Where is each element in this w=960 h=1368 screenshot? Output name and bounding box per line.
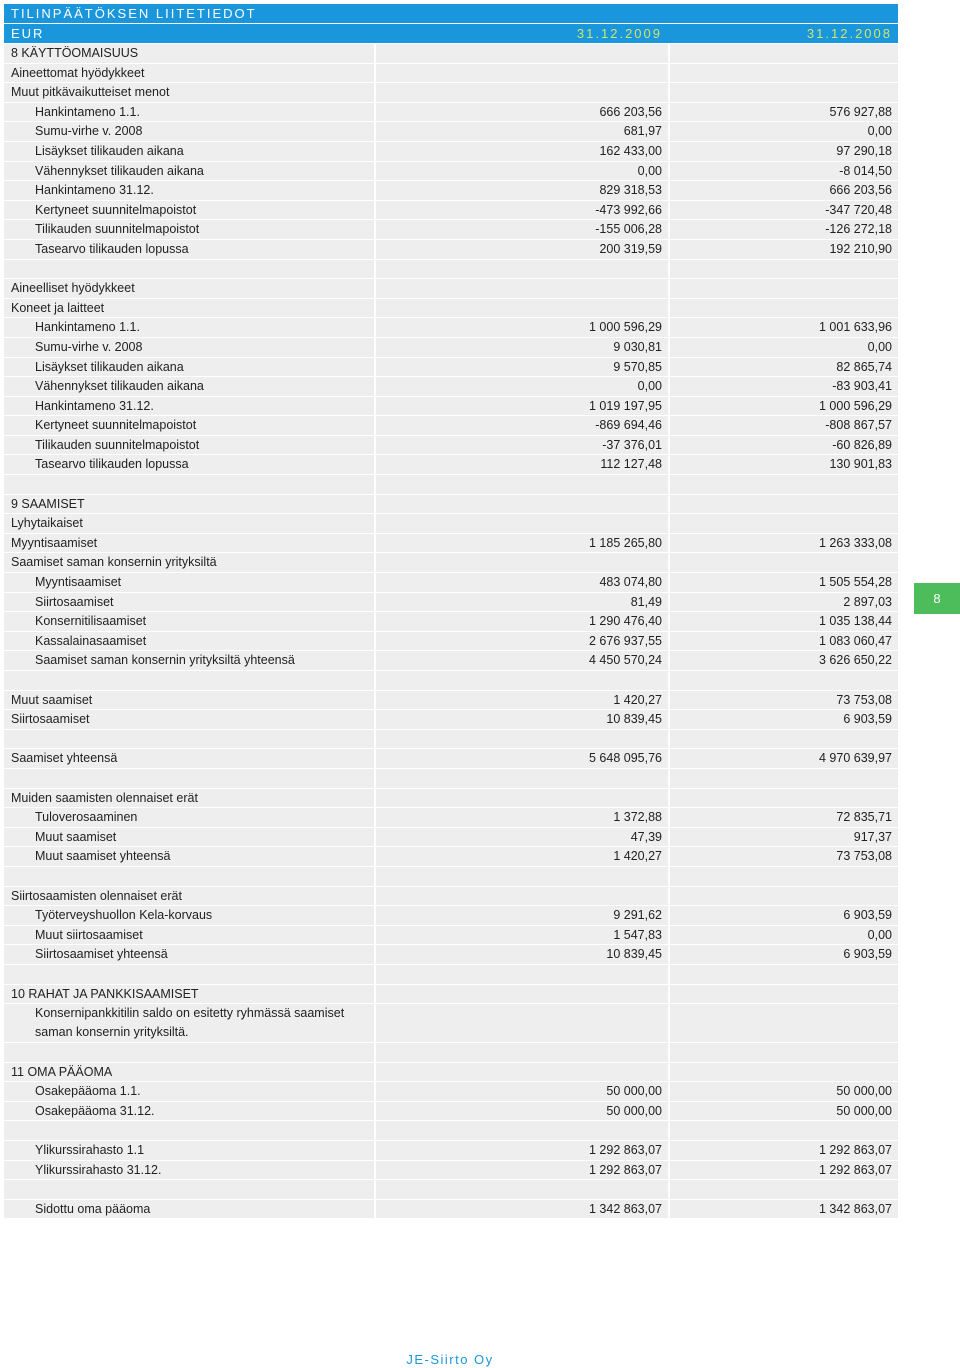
row-label xyxy=(4,260,374,279)
table-row xyxy=(4,318,898,337)
value-2009 xyxy=(376,514,668,533)
value-2008: 666 203,56 xyxy=(670,181,898,200)
value-2008: 6 903,59 xyxy=(670,906,898,925)
row-label: Lisäykset tilikauden aikana xyxy=(4,358,374,377)
value-2009: 0,00 xyxy=(376,377,668,396)
row-label: Vähennykset tilikauden aikana xyxy=(4,377,374,396)
row-label xyxy=(4,769,374,788)
row-label: Siirtosaamiset xyxy=(4,593,374,612)
value-2009 xyxy=(376,730,668,749)
row-label: Saamiset yhteensä xyxy=(4,749,374,768)
value-2008 xyxy=(670,475,898,494)
value-2008: 1 292 863,07 xyxy=(670,1161,898,1180)
value-2008: 82 865,74 xyxy=(670,358,898,377)
table-row xyxy=(4,985,898,1004)
table-row xyxy=(4,945,898,964)
value-2008: 3 626 650,22 xyxy=(670,651,898,670)
table-row xyxy=(4,749,898,768)
value-2009 xyxy=(376,965,668,984)
value-2009: 47,39 xyxy=(376,828,668,847)
value-2008 xyxy=(670,1180,898,1199)
value-2008: 917,37 xyxy=(670,828,898,847)
table-body xyxy=(4,44,898,1218)
value-2009: 483 074,80 xyxy=(376,573,668,592)
value-2009: 1 019 197,95 xyxy=(376,397,668,416)
value-2009: 1 292 863,07 xyxy=(376,1141,668,1160)
table-row xyxy=(4,260,898,279)
row-label: Sumu-virhe v. 2008 xyxy=(4,122,374,141)
value-2008 xyxy=(670,1004,898,1042)
row-label: Muut siirtosaamiset xyxy=(4,926,374,945)
row-label: Saamiset saman konsernin yrityksiltä xyxy=(4,553,374,572)
value-2008 xyxy=(670,260,898,279)
table-row xyxy=(4,593,898,612)
value-2008: 192 210,90 xyxy=(670,240,898,259)
value-2009 xyxy=(376,671,668,690)
year-2009-header: 31.12.2009 xyxy=(576,26,662,41)
value-2009 xyxy=(376,1121,668,1140)
row-label: Sumu-virhe v. 2008 xyxy=(4,338,374,357)
value-2009 xyxy=(376,1043,668,1062)
row-label: 10 RAHAT JA PANKKISAAMISET xyxy=(4,985,374,1004)
value-2009 xyxy=(376,475,668,494)
value-2009 xyxy=(376,299,668,318)
value-2009: 10 839,45 xyxy=(376,945,668,964)
row-label: Vähennykset tilikauden aikana xyxy=(4,162,374,181)
row-label: Hankintameno 1.1. xyxy=(4,318,374,337)
value-2009: 0,00 xyxy=(376,162,668,181)
value-2008: 97 290,18 xyxy=(670,142,898,161)
value-2009: 681,97 xyxy=(376,122,668,141)
value-2009 xyxy=(376,1004,668,1042)
value-2009: 9 030,81 xyxy=(376,338,668,357)
value-2009 xyxy=(376,1180,668,1199)
value-2008: 1 263 333,08 xyxy=(670,534,898,553)
value-2009: 50 000,00 xyxy=(376,1082,668,1101)
row-label: Kertyneet suunnitelmapoistot xyxy=(4,201,374,220)
value-2009 xyxy=(376,553,668,572)
row-label: Siirtosaamiset xyxy=(4,710,374,729)
value-2009 xyxy=(376,887,668,906)
table-row xyxy=(4,1121,898,1140)
table-row xyxy=(4,612,898,631)
table-row xyxy=(4,926,898,945)
row-label: Muut pitkävaikutteiset menot xyxy=(4,83,374,102)
value-2008: 1 505 554,28 xyxy=(670,573,898,592)
row-label: Hankintameno 1.1. xyxy=(4,103,374,122)
table-row xyxy=(4,1063,898,1082)
value-2008 xyxy=(670,887,898,906)
row-label: Työterveyshuollon Kela-korvaus xyxy=(4,906,374,925)
value-2009: 1 420,27 xyxy=(376,847,668,866)
value-2009: 81,49 xyxy=(376,593,668,612)
table-row xyxy=(4,44,898,63)
table-row xyxy=(4,201,898,220)
value-2008: -347 720,48 xyxy=(670,201,898,220)
row-label: Osakepääoma 31.12. xyxy=(4,1102,374,1121)
value-2008 xyxy=(670,279,898,298)
table-row xyxy=(4,651,898,670)
value-2008: 4 970 639,97 xyxy=(670,749,898,768)
table-row xyxy=(4,142,898,161)
row-label: Tuloverosaaminen xyxy=(4,808,374,827)
row-label: Lisäykset tilikauden aikana xyxy=(4,142,374,161)
value-2008: 72 835,71 xyxy=(670,808,898,827)
row-label: Tasearvo tilikauden lopussa xyxy=(4,455,374,474)
table-row xyxy=(4,416,898,435)
value-2008: 1 292 863,07 xyxy=(670,1141,898,1160)
value-2008: 50 000,00 xyxy=(670,1082,898,1101)
year-2008-header: 31.12.2008 xyxy=(806,26,892,41)
value-2008: -83 903,41 xyxy=(670,377,898,396)
row-label: Ylikurssirahasto 31.12. xyxy=(4,1161,374,1180)
value-2009 xyxy=(376,789,668,808)
table-row xyxy=(4,1180,898,1199)
value-2009 xyxy=(376,985,668,1004)
table-row xyxy=(4,1102,898,1121)
row-label: 9 SAAMISET xyxy=(4,495,374,514)
table-row xyxy=(4,1082,898,1101)
value-2008: 2 897,03 xyxy=(670,593,898,612)
table-row xyxy=(4,299,898,318)
value-2009: 1 292 863,07 xyxy=(376,1161,668,1180)
table-row xyxy=(4,769,898,788)
table-row xyxy=(4,475,898,494)
value-2009: 5 648 095,76 xyxy=(376,749,668,768)
value-2008 xyxy=(670,789,898,808)
value-2008 xyxy=(670,985,898,1004)
row-label: Aineettomat hyödykkeet xyxy=(4,64,374,83)
table-row xyxy=(4,710,898,729)
row-label: Ylikurssirahasto 1.1 xyxy=(4,1141,374,1160)
table-row xyxy=(4,397,898,416)
table-row xyxy=(4,455,898,474)
value-2008 xyxy=(670,495,898,514)
value-2009 xyxy=(376,64,668,83)
value-2009 xyxy=(376,1063,668,1082)
row-label: 11 OMA PÄÄOMA xyxy=(4,1063,374,1082)
section-tab: 8 xyxy=(914,583,960,614)
value-2008: 130 901,83 xyxy=(670,455,898,474)
value-2009: 1 185 265,80 xyxy=(376,534,668,553)
table-title: TILINPÄÄTÖKSEN LIITETIEDOT xyxy=(11,6,257,21)
value-2008: 6 903,59 xyxy=(670,710,898,729)
table-row xyxy=(4,377,898,396)
value-2008: 1 342 863,07 xyxy=(670,1200,898,1219)
table-row xyxy=(4,338,898,357)
value-2009: -155 006,28 xyxy=(376,220,668,239)
row-label: Myyntisaamiset xyxy=(4,534,374,553)
value-2009 xyxy=(376,495,668,514)
row-label: Myyntisaamiset xyxy=(4,573,374,592)
value-2008: -8 014,50 xyxy=(670,162,898,181)
value-2009: 112 127,48 xyxy=(376,455,668,474)
table-row xyxy=(4,1004,898,1042)
value-2009: 9 570,85 xyxy=(376,358,668,377)
table-row xyxy=(4,789,898,808)
row-label xyxy=(4,1121,374,1140)
value-2008: 73 753,08 xyxy=(670,691,898,710)
value-2009 xyxy=(376,867,668,886)
value-2009 xyxy=(376,769,668,788)
table-row xyxy=(4,514,898,533)
value-2008: 1 000 596,29 xyxy=(670,397,898,416)
value-2008: -60 826,89 xyxy=(670,436,898,455)
row-label: Kassalainasaamiset xyxy=(4,632,374,651)
row-label xyxy=(4,1043,374,1062)
value-2008: 1 083 060,47 xyxy=(670,632,898,651)
column-header-row xyxy=(4,23,898,43)
company-footer: JE-Siirto Oy xyxy=(406,1352,494,1367)
table-row xyxy=(4,1200,898,1219)
table-row xyxy=(4,436,898,455)
row-label: Lyhytaikaiset xyxy=(4,514,374,533)
value-2009 xyxy=(376,260,668,279)
row-label: Tilikauden suunnitelmapoistot xyxy=(4,220,374,239)
table-row xyxy=(4,83,898,102)
row-label: Saamiset saman konsernin yrityksiltä yhteensä xyxy=(4,651,374,670)
value-2008: 1 035 138,44 xyxy=(670,612,898,631)
value-2008: 0,00 xyxy=(670,338,898,357)
table-row xyxy=(4,887,898,906)
value-2009: 829 318,53 xyxy=(376,181,668,200)
value-2009: 162 433,00 xyxy=(376,142,668,161)
row-label: Sidottu oma pääoma xyxy=(4,1200,374,1219)
table-row xyxy=(4,808,898,827)
row-label: Muut saamiset xyxy=(4,691,374,710)
row-label xyxy=(4,671,374,690)
value-2008: -126 272,18 xyxy=(670,220,898,239)
value-2009: 1 342 863,07 xyxy=(376,1200,668,1219)
table-title-bar xyxy=(4,4,898,23)
value-2008 xyxy=(670,299,898,318)
row-label: Siirtosaamiset yhteensä xyxy=(4,945,374,964)
value-2009: 200 319,59 xyxy=(376,240,668,259)
row-label xyxy=(4,965,374,984)
table-row xyxy=(4,632,898,651)
value-2009: 2 676 937,55 xyxy=(376,632,668,651)
value-2009: -473 992,66 xyxy=(376,201,668,220)
value-2008 xyxy=(670,514,898,533)
table-row xyxy=(4,553,898,572)
value-2008 xyxy=(670,553,898,572)
row-label: Koneet ja laitteet xyxy=(4,299,374,318)
value-2009: 1 420,27 xyxy=(376,691,668,710)
value-2008 xyxy=(670,769,898,788)
value-2008 xyxy=(670,730,898,749)
value-2008 xyxy=(670,44,898,63)
table-row xyxy=(4,534,898,553)
value-2009: 1 000 596,29 xyxy=(376,318,668,337)
value-2009: 1 290 476,40 xyxy=(376,612,668,631)
table-row xyxy=(4,828,898,847)
value-2009: 4 450 570,24 xyxy=(376,651,668,670)
value-2008 xyxy=(670,965,898,984)
row-label: Konsernipankkitilin saldo on esitetty ryhmässä saamiset saman konsernin yrityksiltä. xyxy=(4,1004,374,1042)
row-label xyxy=(4,867,374,886)
table-row xyxy=(4,1161,898,1180)
row-label: Muiden saamisten olennaiset erät xyxy=(4,789,374,808)
value-2008 xyxy=(670,64,898,83)
table-row xyxy=(4,1043,898,1062)
value-2008: 73 753,08 xyxy=(670,847,898,866)
value-2008: 1 001 633,96 xyxy=(670,318,898,337)
table-row xyxy=(4,162,898,181)
table-row xyxy=(4,573,898,592)
row-label xyxy=(4,1180,374,1199)
value-2009: 50 000,00 xyxy=(376,1102,668,1121)
table-row xyxy=(4,965,898,984)
row-label: Muut saamiset xyxy=(4,828,374,847)
value-2009: 10 839,45 xyxy=(376,710,668,729)
value-2009 xyxy=(376,44,668,63)
table-row xyxy=(4,103,898,122)
value-2009 xyxy=(376,279,668,298)
table-row xyxy=(4,847,898,866)
value-2008 xyxy=(670,83,898,102)
row-label: Hankintameno 31.12. xyxy=(4,181,374,200)
row-label: Tasearvo tilikauden lopussa xyxy=(4,240,374,259)
table-row xyxy=(4,358,898,377)
table-row xyxy=(4,240,898,259)
value-2008: 50 000,00 xyxy=(670,1102,898,1121)
table-row xyxy=(4,495,898,514)
notes-table xyxy=(4,4,898,1218)
row-label: 8 KÄYTTÖOMAISUUS xyxy=(4,44,374,63)
table-row xyxy=(4,691,898,710)
row-label: Tilikauden suunnitelmapoistot xyxy=(4,436,374,455)
table-row xyxy=(4,671,898,690)
value-2008 xyxy=(670,867,898,886)
value-2009: 1 372,88 xyxy=(376,808,668,827)
row-label xyxy=(4,730,374,749)
value-2008 xyxy=(670,1063,898,1082)
table-row xyxy=(4,730,898,749)
value-2009: 9 291,62 xyxy=(376,906,668,925)
table-row xyxy=(4,122,898,141)
table-row xyxy=(4,1141,898,1160)
row-label: Muut saamiset yhteensä xyxy=(4,847,374,866)
row-label: Aineelliset hyödykkeet xyxy=(4,279,374,298)
row-label xyxy=(4,475,374,494)
table-row xyxy=(4,906,898,925)
value-2009: 1 547,83 xyxy=(376,926,668,945)
value-2009: -37 376,01 xyxy=(376,436,668,455)
currency-header: EUR xyxy=(11,26,45,41)
value-2009: 666 203,56 xyxy=(376,103,668,122)
value-2008 xyxy=(670,1121,898,1140)
row-label: Kertyneet suunnitelmapoistot xyxy=(4,416,374,435)
value-2008 xyxy=(670,1043,898,1062)
row-label: Hankintameno 31.12. xyxy=(4,397,374,416)
table-row xyxy=(4,220,898,239)
value-2008: 6 903,59 xyxy=(670,945,898,964)
value-2008: -808 867,57 xyxy=(670,416,898,435)
value-2008: 0,00 xyxy=(670,122,898,141)
value-2009: -869 694,46 xyxy=(376,416,668,435)
value-2009 xyxy=(376,83,668,102)
value-2008: 576 927,88 xyxy=(670,103,898,122)
value-2008: 0,00 xyxy=(670,926,898,945)
value-2008 xyxy=(670,671,898,690)
row-label: Konsernitilisaamiset xyxy=(4,612,374,631)
table-row xyxy=(4,64,898,83)
table-row xyxy=(4,867,898,886)
table-row xyxy=(4,181,898,200)
row-label: Siirtosaamisten olennaiset erät xyxy=(4,887,374,906)
row-label: Osakepääoma 1.1. xyxy=(4,1082,374,1101)
table-row xyxy=(4,279,898,298)
